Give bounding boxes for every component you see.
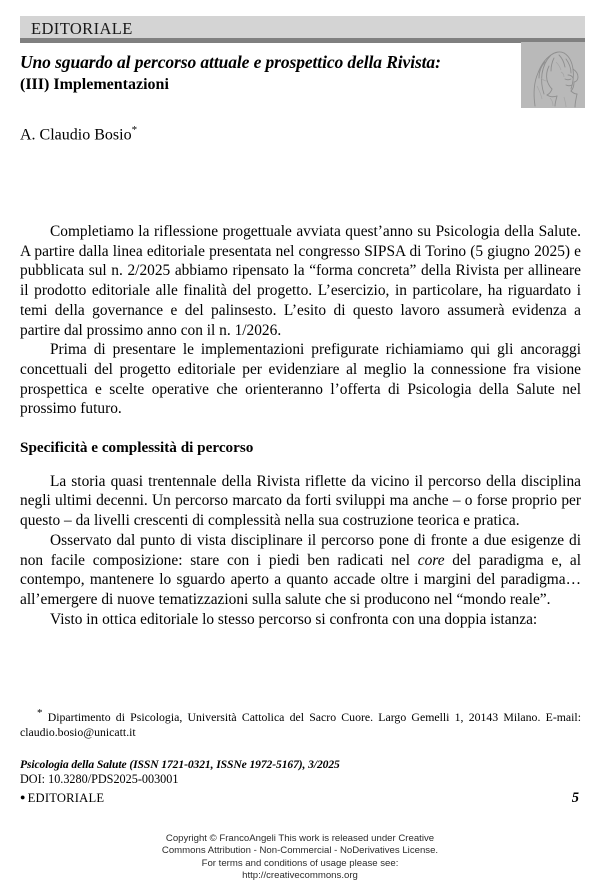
body-paragraph: Osservato dal punto di vista disciplinare il percorso pone di fronte a due esigenze di non facile composizione: stare con i piedi ben radicati nel core del paradigma e, al contempo, mantenere lo sguardo aperto a quanto accade oltre i margini del paradigma…all’emergere di nuove tematizzazioni sulla salute che si producono nel “mondo reale”.	[20, 531, 581, 608]
article-title-line-1: Uno sguardo al percorso attuale e prospettico della Rivista:	[20, 52, 441, 72]
article-title	[20, 52, 510, 95]
running-head-row	[20, 787, 581, 807]
body-paragraph: Completiamo la riflessione progettuale avviata quest’anno su Psicologia della Salute. A partire dalla linea editoriale presentata nel congresso SIPSA di Torino (5 giugno 2025) e pubblicata sul n. 2/2025 abbiamo ripensato la “forma concreta” della Rivista per allineare il prodotto editoriale alle finalità del progetto. L’esercizio, in particolare, ha riguardato i temi della governance e del palinsesto. L’esito di questo lavoro assumerà evidenza a partire dal prossimo anno con il n. 1/2026.	[20, 223, 581, 339]
section-header-label: EDITORIALE	[31, 19, 133, 38]
footnote-marker: *	[37, 707, 43, 719]
journal-doi-line: DOI: 10.3280/PDS2025-003001	[20, 772, 179, 787]
running-head-text: EDITORIALE	[27, 791, 105, 806]
header-divider-rule	[20, 38, 585, 43]
author-affiliation-footnote	[20, 706, 581, 739]
body-paragraph: La storia quasi trentennale della Rivista riflette da vicino il percorso della disciplina negli ultimi decenni. Un percorso marcato da forti sviluppi ma anche – o forse proprio per questo – da livelli crescenti di complessità nella sua costruzione teorica e pratica.	[20, 472, 581, 530]
author-name: A. Claudio Bosio	[20, 126, 132, 144]
journal-footer	[20, 758, 581, 807]
body-paragraph: Visto in ottica editoriale lo stesso percorso si confronta con una doppia istanza:	[50, 610, 538, 628]
footnote-text: Dipartimento di Psicologia, Università Cattolica del Sacro Cuore. Largo Gemelli 1, 20143 Milano. E-mail: claudio.bosio@unicatt.it	[20, 709, 581, 739]
author-footnote-marker: *	[131, 124, 138, 136]
journal-issn-line: Psicologia della Salute (ISSN 1721-0321, ISSNe 1972-5167), 3/2025	[20, 758, 340, 771]
bullet-icon: ●	[20, 792, 26, 803]
page-number: 5	[571, 790, 579, 807]
author-byline	[20, 120, 137, 145]
inline-italic-term: core	[417, 551, 445, 569]
copyright-line-4: http://creativecommons.org	[242, 870, 358, 882]
two-profiles-logo-icon	[521, 42, 585, 108]
article-title-line-2: (III) Implementazioni	[20, 76, 169, 93]
copyright-line-1: Copyright © FrancoAngeli This work is released under Creative	[165, 833, 435, 844]
section-heading: Specificità e complessità di percorso	[20, 439, 254, 457]
article-body	[20, 222, 581, 629]
copyright-line-2: Commons Attribution - Non-Commercial - NoDerivatives License.	[161, 845, 439, 857]
copyright-notice	[0, 833, 600, 883]
copyright-line-3: For terms and conditions of usage please see:	[201, 857, 399, 869]
running-head-label	[20, 789, 104, 807]
body-paragraph: Prima di presentare le implementazioni prefigurate richiamiamo qui gli ancoraggi concettuali del progetto editoriale per evidenziare al meglio la connessione fra visione prospettica e scelte operative che orienteranno l’offerta di Psicologia della Salute nel prossimo futuro.	[20, 341, 581, 418]
